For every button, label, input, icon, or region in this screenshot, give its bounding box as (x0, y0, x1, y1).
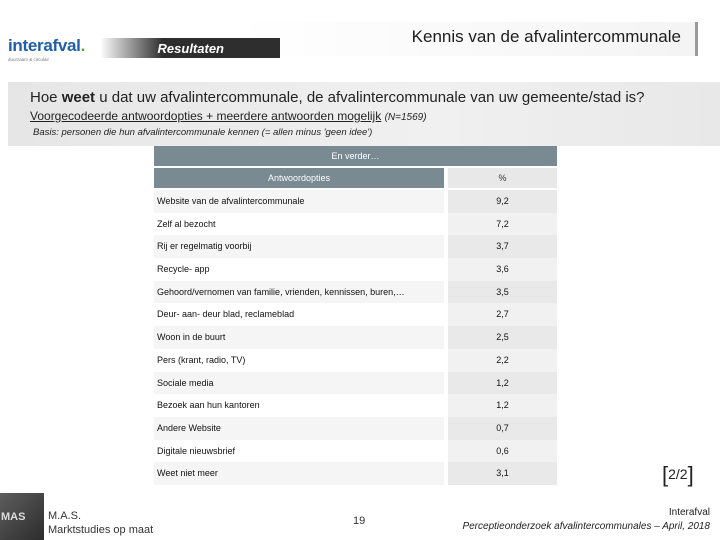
slide-title: Kennis van de afvalintercommunale (411, 27, 681, 46)
row-value: 9,2 (448, 190, 557, 213)
row-value: 2,7 (448, 303, 557, 326)
table-row (154, 394, 557, 417)
interafval-logo (8, 36, 98, 66)
row-label: Bezoek aan hun kantoren (154, 394, 444, 417)
mas-tagline: Marktstudies op maat (48, 524, 154, 536)
question-text: Hoe weet u dat uw afvalintercommunale, de afvalintercommunale van uw gemeente/stad is? (30, 89, 645, 106)
row-label: Digitale nieuwsbrief (154, 440, 444, 463)
table-row (154, 326, 557, 349)
question-subtitle: Voorgecodeerde antwoordopties + meerdere antwoorden mogelijk (N=1569) (30, 109, 427, 123)
row-label: Website van de afvalintercommunale (154, 190, 444, 213)
row-value: 3,5 (448, 281, 557, 304)
row-label: Sociale media (154, 372, 444, 395)
table-row (154, 372, 557, 395)
table-row (154, 235, 557, 258)
row-label: Woon in de buurt (154, 326, 444, 349)
table-header: En verder… (154, 146, 557, 166)
row-value: 1,2 (448, 394, 557, 417)
row-value: 1,2 (448, 372, 557, 395)
row-value: 0,6 (448, 440, 557, 463)
mas-footer-text (48, 509, 153, 537)
page-number: 19 (353, 515, 366, 527)
row-label: Zelf al bezocht (154, 213, 444, 236)
title-band (236, 22, 698, 56)
row-value: 7,2 (448, 213, 557, 236)
question-basis: Basis: personen die hun afvalintercommunale kennen (= allen minus 'geen idee') (33, 127, 373, 138)
row-label: Recycle- app (154, 258, 444, 281)
row-value: 2,2 (448, 349, 557, 372)
section-band (100, 38, 280, 58)
section-label: Resultaten (157, 41, 224, 56)
row-value: 2,5 (448, 326, 557, 349)
table-row (154, 281, 557, 304)
mas-photo (0, 493, 44, 540)
column-answer-header: Antwoordopties (154, 168, 444, 188)
table-row (154, 190, 557, 213)
mas-photo-label: MAS (1, 511, 26, 523)
table-body (154, 190, 557, 485)
table-row (154, 258, 557, 281)
logo-tagline: duurzaam & circulair (8, 57, 50, 62)
table-row (154, 213, 557, 236)
table-row (154, 462, 557, 485)
row-label: Gehoord/vernomen van familie, vrienden, kennissen, buren,… (154, 281, 444, 304)
row-value: 3,6 (448, 258, 557, 281)
table-row (154, 440, 557, 463)
row-label: Rij er regelmatig voorbij (154, 235, 444, 258)
footer-client: Interafval (668, 507, 710, 518)
column-percent-header: % (448, 168, 557, 188)
table-row (154, 417, 557, 440)
footer-report-title: Perceptieonderzoek afvalintercommunales – April, 2018 (462, 521, 710, 532)
mas-name: M.A.S. (48, 510, 82, 522)
footer-report-info (462, 506, 710, 534)
table-column-headers (154, 168, 557, 188)
row-label: Andere Website (154, 417, 444, 440)
table-row (154, 349, 557, 372)
row-value: 0,7 (448, 417, 557, 440)
row-label: Deur- aan- deur blad, reclameblad (154, 303, 444, 326)
row-value: 3,1 (448, 462, 557, 485)
row-label: Pers (krant, radio, TV) (154, 349, 444, 372)
slide-page-indicator: [2/2] (662, 462, 694, 487)
logo-wordmark: interafval. (8, 36, 86, 55)
row-label: Weet niet meer (154, 462, 444, 485)
row-value: 3,7 (448, 235, 557, 258)
table-row (154, 303, 557, 326)
